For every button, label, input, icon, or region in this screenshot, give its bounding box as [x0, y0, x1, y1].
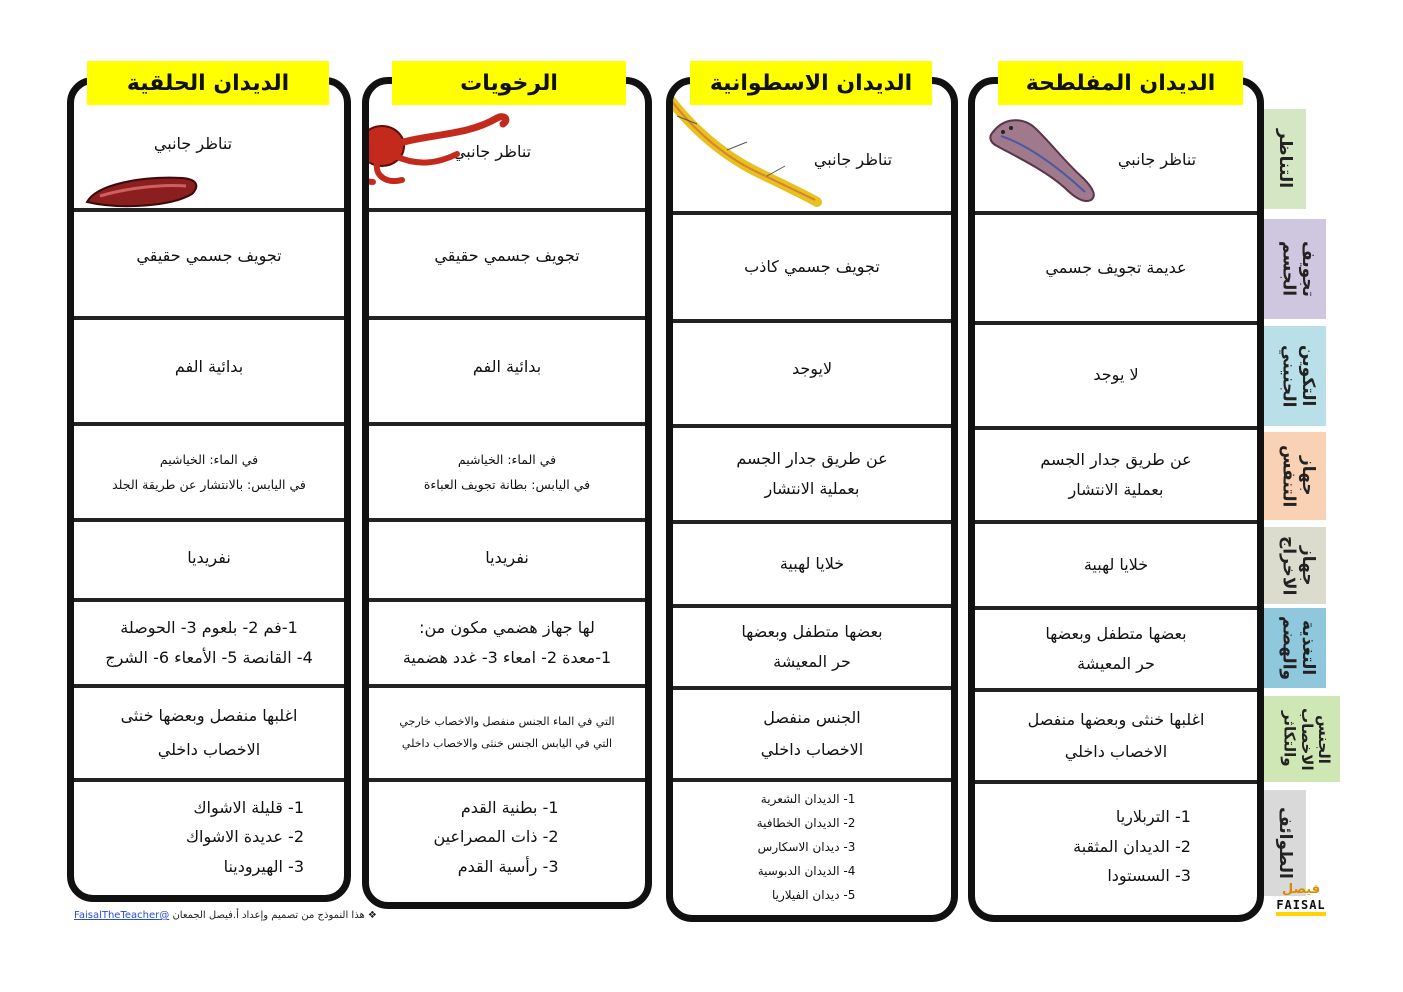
flatworm-eye: [1009, 126, 1013, 130]
column-flatworms: [968, 77, 1264, 922]
flatworms-reproduction: اغلبها خنثى وبعضها منفصل الاخصاب داخلي: [1027, 710, 1205, 761]
annelids-embryonic: بدائية الفم: [174, 356, 244, 376]
row-label-embryonic: التكوين الجنيني: [1262, 326, 1326, 426]
footer-text: ❖ هذا النموذج من تصميم وإعداد أ.فيصل الجمعان: [172, 910, 377, 921]
label-line: [767, 166, 785, 176]
logo-latin: FAISAL: [1276, 897, 1326, 912]
logo-arabic: فيصل: [1281, 882, 1321, 897]
list-item: 2- الديدان الخطافية: [756, 815, 856, 830]
list-item: 3- رأسية القدم: [457, 856, 559, 876]
annelids-respiratory: في الماء: الخياشيم في اليابس: بالانتشار عن طريقة الجلد: [112, 452, 306, 492]
header-roundworms: الديدان الاسطوانية: [690, 61, 932, 105]
flatworm-image: [985, 112, 1105, 212]
roundworms-body-cavity: تجويف جسمي كاذب: [744, 256, 880, 276]
flatworms-respiratory: عن طريق جدار الجسم بعملية الانتشار: [1040, 449, 1192, 499]
list-item: 3- السستودا: [1107, 866, 1191, 886]
flatworm-body: [990, 120, 1093, 201]
row-label-symmetry: التناظر: [1262, 109, 1306, 209]
mollusks-reproduction: التي في الماء الجنس منفصل والاخصاب خارجي التي في اليابس الجنس خنثى والاخصاب داخلي: [399, 715, 615, 750]
flatworms-classes: [975, 784, 1257, 909]
header-annelids: الديدان الحلقية: [87, 61, 329, 105]
mollusks-body-cavity: تجويف جسمي حقيقي: [434, 246, 580, 266]
row-label-classes: الطوائف: [1262, 790, 1306, 896]
list-item: 4- الديدان الدبوسية: [757, 863, 856, 878]
flatworms-excretion: خلايا لهبية: [1083, 554, 1149, 574]
octopus-arm: [395, 154, 457, 163]
flatworm-eye: [1001, 130, 1005, 134]
mollusks-class-list: [433, 793, 558, 882]
annelids-excretion: نفريديا: [187, 547, 231, 567]
logo-underline: [1276, 912, 1326, 916]
octopus-image: [362, 106, 527, 186]
list-item: 2- ذات المصراعين: [433, 827, 559, 847]
annelids-symmetry: تناظر جانبي: [153, 133, 233, 153]
list-item: 2- عديدة الاشواك: [185, 827, 304, 847]
list-item: 1- التربلاريا: [1115, 807, 1191, 827]
label-line: [727, 142, 747, 150]
roundworms-nutrition: بعضها متطفل وبعضها حر المعيشة: [741, 621, 883, 671]
row-label-excretion: جهاز الاخراج: [1262, 527, 1326, 604]
roundworms-classes: [673, 784, 951, 909]
roundworms-class-list: [757, 787, 856, 907]
annelids-classes: [74, 782, 344, 892]
annelids-body-cavity: تجويف جسمي حقيقي: [136, 246, 282, 266]
list-item: 3- ديدان الاسكارس: [757, 839, 856, 854]
column-mollusks: [362, 77, 652, 909]
flatworms-class-list: [1073, 802, 1191, 891]
roundworms-excretion: خلايا لهبية: [779, 553, 845, 573]
roundworm-body: [669, 98, 817, 202]
divider: [673, 778, 951, 782]
roundworms-embryonic: لايوجد: [791, 359, 833, 379]
mollusks-excretion: نفريديا: [485, 547, 529, 567]
faisal-logo: [1272, 882, 1330, 926]
flatworms-embryonic: لا يوجد: [1093, 365, 1139, 385]
footer-handle-link[interactable]: @FaisalTheTeacher: [74, 910, 170, 921]
octopus-arm: [397, 117, 506, 144]
mollusks-respiratory: في الماء: الخياشيم في اليابس: بطانة تجويف العباءة: [423, 452, 591, 492]
header-mollusks: الرخويات: [392, 61, 626, 105]
row-label-reproduction: الجنس الاخصاب والتكاثر: [1262, 696, 1340, 782]
mollusks-nutrition: لها جهاز هضمي مكون من: 1-معدة 2- امعاء 3- غدد هضمية: [402, 617, 612, 667]
footer-credit: [74, 910, 377, 921]
flatworms-symmetry: تناظر جانبي: [1117, 149, 1197, 169]
flatworms-body-cavity: عديمة تجويف جسمي: [1045, 257, 1187, 277]
row-label-nutrition: التغذية والهضم: [1262, 608, 1326, 688]
list-item: 3- الهيرودينا: [223, 856, 304, 876]
roundworms-respiratory: عن طريق جدار الجسم بعملية الانتشار: [736, 448, 888, 498]
leech-body: [87, 178, 196, 206]
list-item: 1- بطنية القدم: [460, 797, 559, 817]
annelids-nutrition: 1-فم 2- بلعوم 3- الحوصلة 4- القانصة 5- الأمعاء 6- الشرج: [105, 617, 313, 667]
list-item: 2- الديدان المثقبة: [1073, 836, 1191, 856]
column-annelids: [67, 77, 351, 902]
mollusks-classes: [369, 782, 645, 892]
list-item: 1- قليلة الاشواك: [193, 797, 304, 817]
leech-image: [82, 164, 202, 214]
column-roundworms: [666, 77, 958, 922]
annelids-class-list: [186, 793, 304, 882]
mollusks-embryonic: بدائية الفم: [472, 356, 542, 376]
roundworm-image: [667, 92, 827, 207]
header-flatworms: الديدان المفلطحة: [998, 61, 1243, 105]
row-label-respiratory: جهاز التنفس: [1262, 432, 1326, 520]
roundworms-symmetry: تناظر جانبي: [813, 149, 893, 169]
row-label-body-cavity: تجويف الجسم: [1262, 219, 1326, 319]
mollusks-symmetry: تناظر جانبي: [452, 141, 532, 161]
roundworms-reproduction: الجنس منفصل الاخصاب داخلي: [760, 708, 864, 759]
list-item: 1- الديدان الشعرية: [760, 791, 856, 806]
list-item: 5- ديدان الفيلاريا: [771, 887, 856, 902]
annelids-reproduction: اغلبها منفصل وبعضها خنثى الاخصاب داخلي: [120, 706, 298, 759]
flatworms-nutrition: بعضها متطفل وبعضها حر المعيشة: [1045, 623, 1187, 673]
